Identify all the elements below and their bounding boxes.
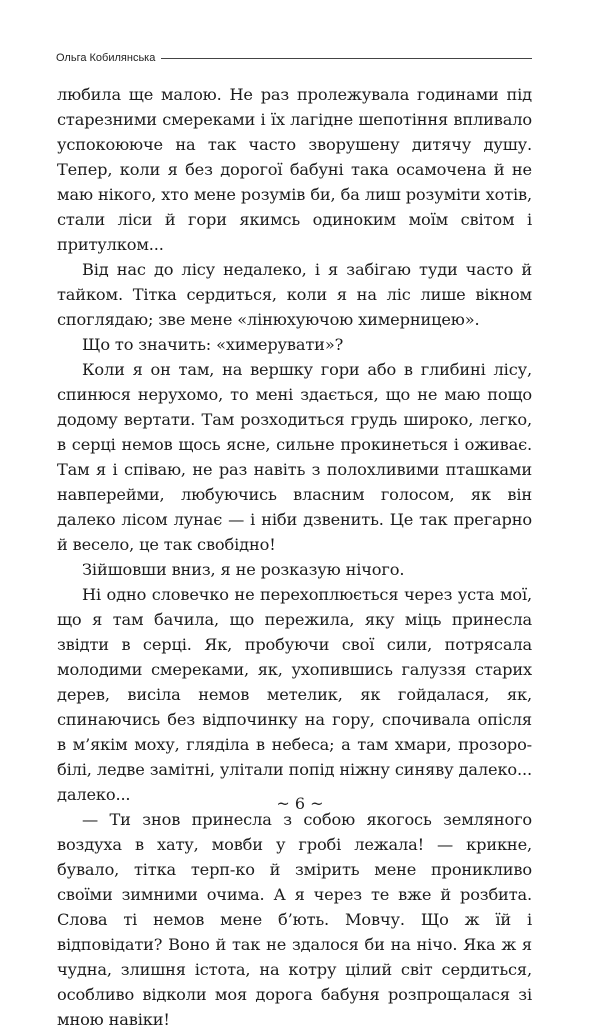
paragraph: Коли я он там, на вершку гори або в глибині лісу, спинюся нерухомо, то мені здається, що не маю пощо додому вертати. Там розходиться грудь широко, легко, в серці немов щось ясне, сильне прокинеться і оживає. Там я і співаю, не раз навіть з полохливими пташками навперейми, любуючись власним голосом, як він далеко лісом лунає — і ніби дзвенить. Це так прегарно й весело, це так свобідно! xyxy=(57,360,532,554)
page-number: ~ 6 ~ xyxy=(276,794,324,813)
paragraph: любила ще малою. Не раз пролежувала годинами під старезними смереками і їх лагідне шепотіння впливало успокоююче на так часто зворушену дитячу душу. Тепер, коли я без дорогої бабуні така осамочена й не маю нікого, хто мене розумів би, ба лиш розуміти хотів, стали ліси й гори якимсь одиноким моїм світом і притулком... xyxy=(57,85,532,254)
header-rule xyxy=(161,58,532,59)
paragraph: Від нас до лісу недалеко, і я забігаю туди часто й тайком. Тітка сердиться, коли я на ліс лише вікном споглядаю; зве мене «лінюхуючою химерницею». xyxy=(57,260,532,329)
paragraph: — Ти знов принесла з собою якогось земляного воздуха в хату, мовби у гробі лежала! — крикне, бувало, тітка терп-ко й змірить мене проникливо своїми зимними очима. А я через те вже й розбита. Слова ті немов мене б’ють. Мовчу. Що ж їй і відповідати? Воно й так не здалося би на нічо. Яка ж я чудна, злишня істота, на котру цілий світ сердиться, особливо відколи моя дорога бабуня розпрощалася зі мною навіки! xyxy=(57,810,532,1029)
paragraph: Ні одно словечко не перехоплюється через уста мої, що я там бачила, що пережила, яку міць принесла звідти в серці. Як, пробуючи свої сили, потрясала молодими смереками, як, ухопившись галуззя старих дерев, висіла немов метелик, як гойдалася, як, спинаючись без відпочинку на гору, спочивала опісля в м’якім моху, гляділа в небеса; а там хмари, прозоро-білі, ледве замітні, улітали попід ніжну синяву далеко... далеко... xyxy=(57,585,532,804)
running-header xyxy=(56,52,532,64)
page-body xyxy=(57,82,532,1032)
paragraph: Зійшовши вниз, я не розказую нічого. xyxy=(82,560,405,579)
header-author: Ольга Кобилянська xyxy=(56,52,156,64)
paragraph: Що то значить: «химерувати»? xyxy=(82,335,344,354)
